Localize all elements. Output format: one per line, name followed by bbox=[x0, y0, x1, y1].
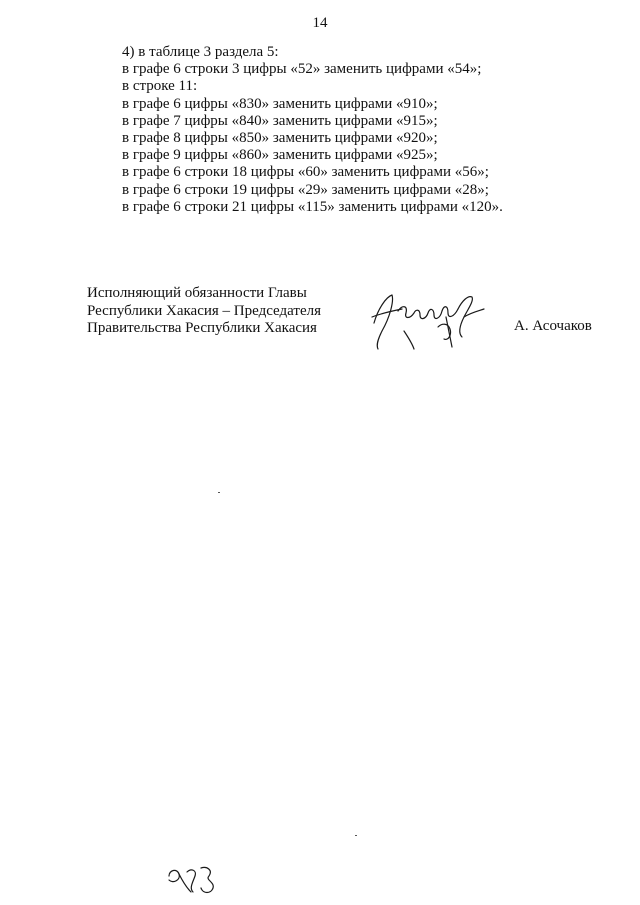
amendment-line: в графе 6 цифры «830» заменить цифрами «910»; bbox=[122, 95, 438, 112]
signatory-title bbox=[87, 285, 367, 338]
signatory-title-line: Республики Хакасия – Председателя bbox=[87, 302, 322, 319]
amendment-line: 4) в таблице 3 раздела 5: bbox=[122, 44, 279, 60]
amendment-line: в графе 6 строки 21 цифры «115» заменить цифрами «120». bbox=[122, 198, 503, 215]
amendment-line: в графе 6 строки 19 цифры «29» заменить цифрами «28»; bbox=[122, 181, 489, 198]
amendment-line: в графе 7 цифры «840» заменить цифрами «915»; bbox=[122, 112, 438, 129]
amendment-line: в графе 6 строки 3 цифры «52» заменить цифрами «54»; bbox=[122, 61, 482, 78]
page-number: 14 bbox=[312, 15, 328, 31]
handwritten-signature bbox=[368, 287, 488, 357]
amendment-line: в графе 8 цифры «850» заменить цифрами «920»; bbox=[122, 130, 438, 147]
amendment-line: в графе 9 цифры «860» заменить цифрами «925»; bbox=[122, 147, 438, 164]
amendment-line: в графе 6 строки 18 цифры «60» заменить цифрами «56»; bbox=[122, 164, 489, 181]
signer-name: А. Асочаков bbox=[514, 318, 592, 334]
amendment-line: в строке 11: bbox=[122, 78, 198, 95]
signatory-title-line: Правительства Республики Хакасия bbox=[87, 320, 317, 336]
scan-speck bbox=[218, 492, 220, 493]
scan-speck bbox=[355, 835, 357, 836]
amendments-list bbox=[122, 44, 622, 216]
handwritten-initials bbox=[165, 862, 221, 896]
signatory-title-line: Исполняющий обязанности Главы bbox=[87, 285, 307, 301]
